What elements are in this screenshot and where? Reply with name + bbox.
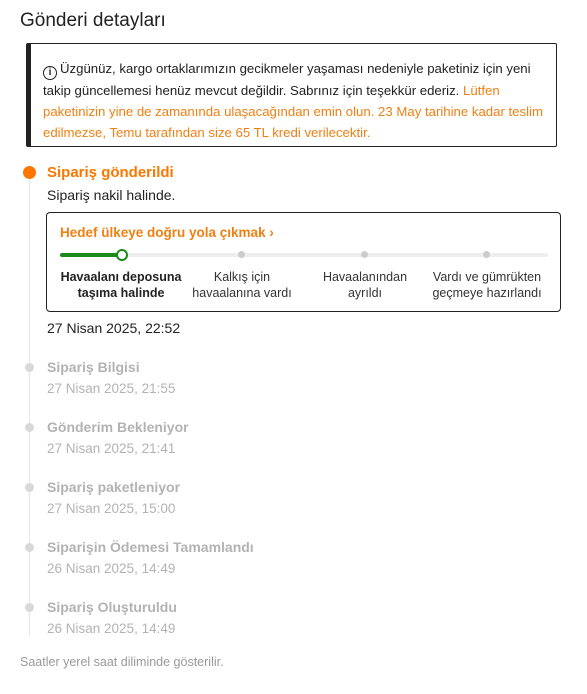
progress-node (483, 251, 490, 258)
timeline-dot (25, 483, 34, 492)
progress-track (60, 253, 548, 257)
notice-text: Üzgünüz, kargo ortaklarımızın gecikmeler yaşaması nedeniyle paketiniz için yeni takip güncellemesi henüz mevcut değildir. Sabrınız için teşekkür ederiz. (43, 61, 531, 98)
stage-label-line: geçmeye hazırlandı (432, 286, 542, 300)
tracking-card[interactable] (46, 212, 561, 312)
stage-label-line: Havaalanı deposuna (60, 270, 182, 284)
stage-label-line: Kalkış için (213, 270, 271, 284)
notice-credit-text: Lütfen paketinizin yine de zamanında ulaşacağından emin olun. 23 May tarihine kadar teslim edilmezse, Temu tarafından size 65 TL kredi verilecektir. (43, 83, 543, 140)
timeline-dot (25, 603, 34, 612)
stage-label (187, 269, 297, 301)
timezone-note: Saatler yerel saat diliminde gösterilir. (20, 655, 224, 669)
history-title: Sipariş Bilgisi (47, 359, 140, 375)
progress-fill (60, 253, 122, 257)
stage-label (310, 269, 420, 301)
info-icon: i (43, 66, 57, 80)
step-title-active: Sipariş gönderildi (47, 164, 174, 181)
delay-notice (26, 43, 557, 147)
tracking-heading-link[interactable] (60, 225, 274, 240)
stage-label-line: havaalanına vardı (192, 286, 292, 300)
history-date: 27 Nisan 2025, 21:41 (47, 441, 176, 456)
page-title: Gönderi detayları (20, 10, 166, 31)
progress-node-current (116, 249, 128, 261)
progress-node (238, 251, 245, 258)
step-subtitle: Sipariş nakil halinde. (47, 187, 176, 203)
history-title: Sipariş paketleniyor (47, 479, 181, 495)
stage-label (421, 269, 553, 301)
stage-label-line: Havaalanından (322, 270, 408, 284)
timeline-dot (25, 363, 34, 372)
timeline-dot (25, 543, 34, 552)
timeline-dot-active (23, 166, 36, 179)
history-date: 27 Nisan 2025, 21:55 (47, 381, 176, 396)
history-date: 26 Nisan 2025, 14:49 (47, 621, 176, 636)
stage-label (53, 269, 189, 301)
stage-label-line: Vardı ve gümrükten (432, 270, 542, 284)
chevron-right-icon: › (269, 225, 274, 240)
timeline-dot (25, 423, 34, 432)
history-title: Sipariş Oluşturuldu (47, 599, 177, 615)
tracking-heading: Hedef ülkeye doğru yola çıkmak (60, 225, 266, 240)
stage-label-line: taşıma halinde (77, 286, 165, 300)
history-date: 26 Nisan 2025, 14:49 (47, 561, 176, 576)
history-title: Gönderim Bekleniyor (47, 419, 189, 435)
stage-label-line: ayrıldı (347, 286, 383, 300)
history-date: 27 Nisan 2025, 15:00 (47, 501, 176, 516)
history-title: Siparişin Ödemesi Tamamlandı (47, 539, 254, 555)
timeline-rail (29, 176, 30, 636)
step-date-active: 27 Nisan 2025, 22:52 (47, 320, 181, 336)
progress-node (361, 251, 368, 258)
